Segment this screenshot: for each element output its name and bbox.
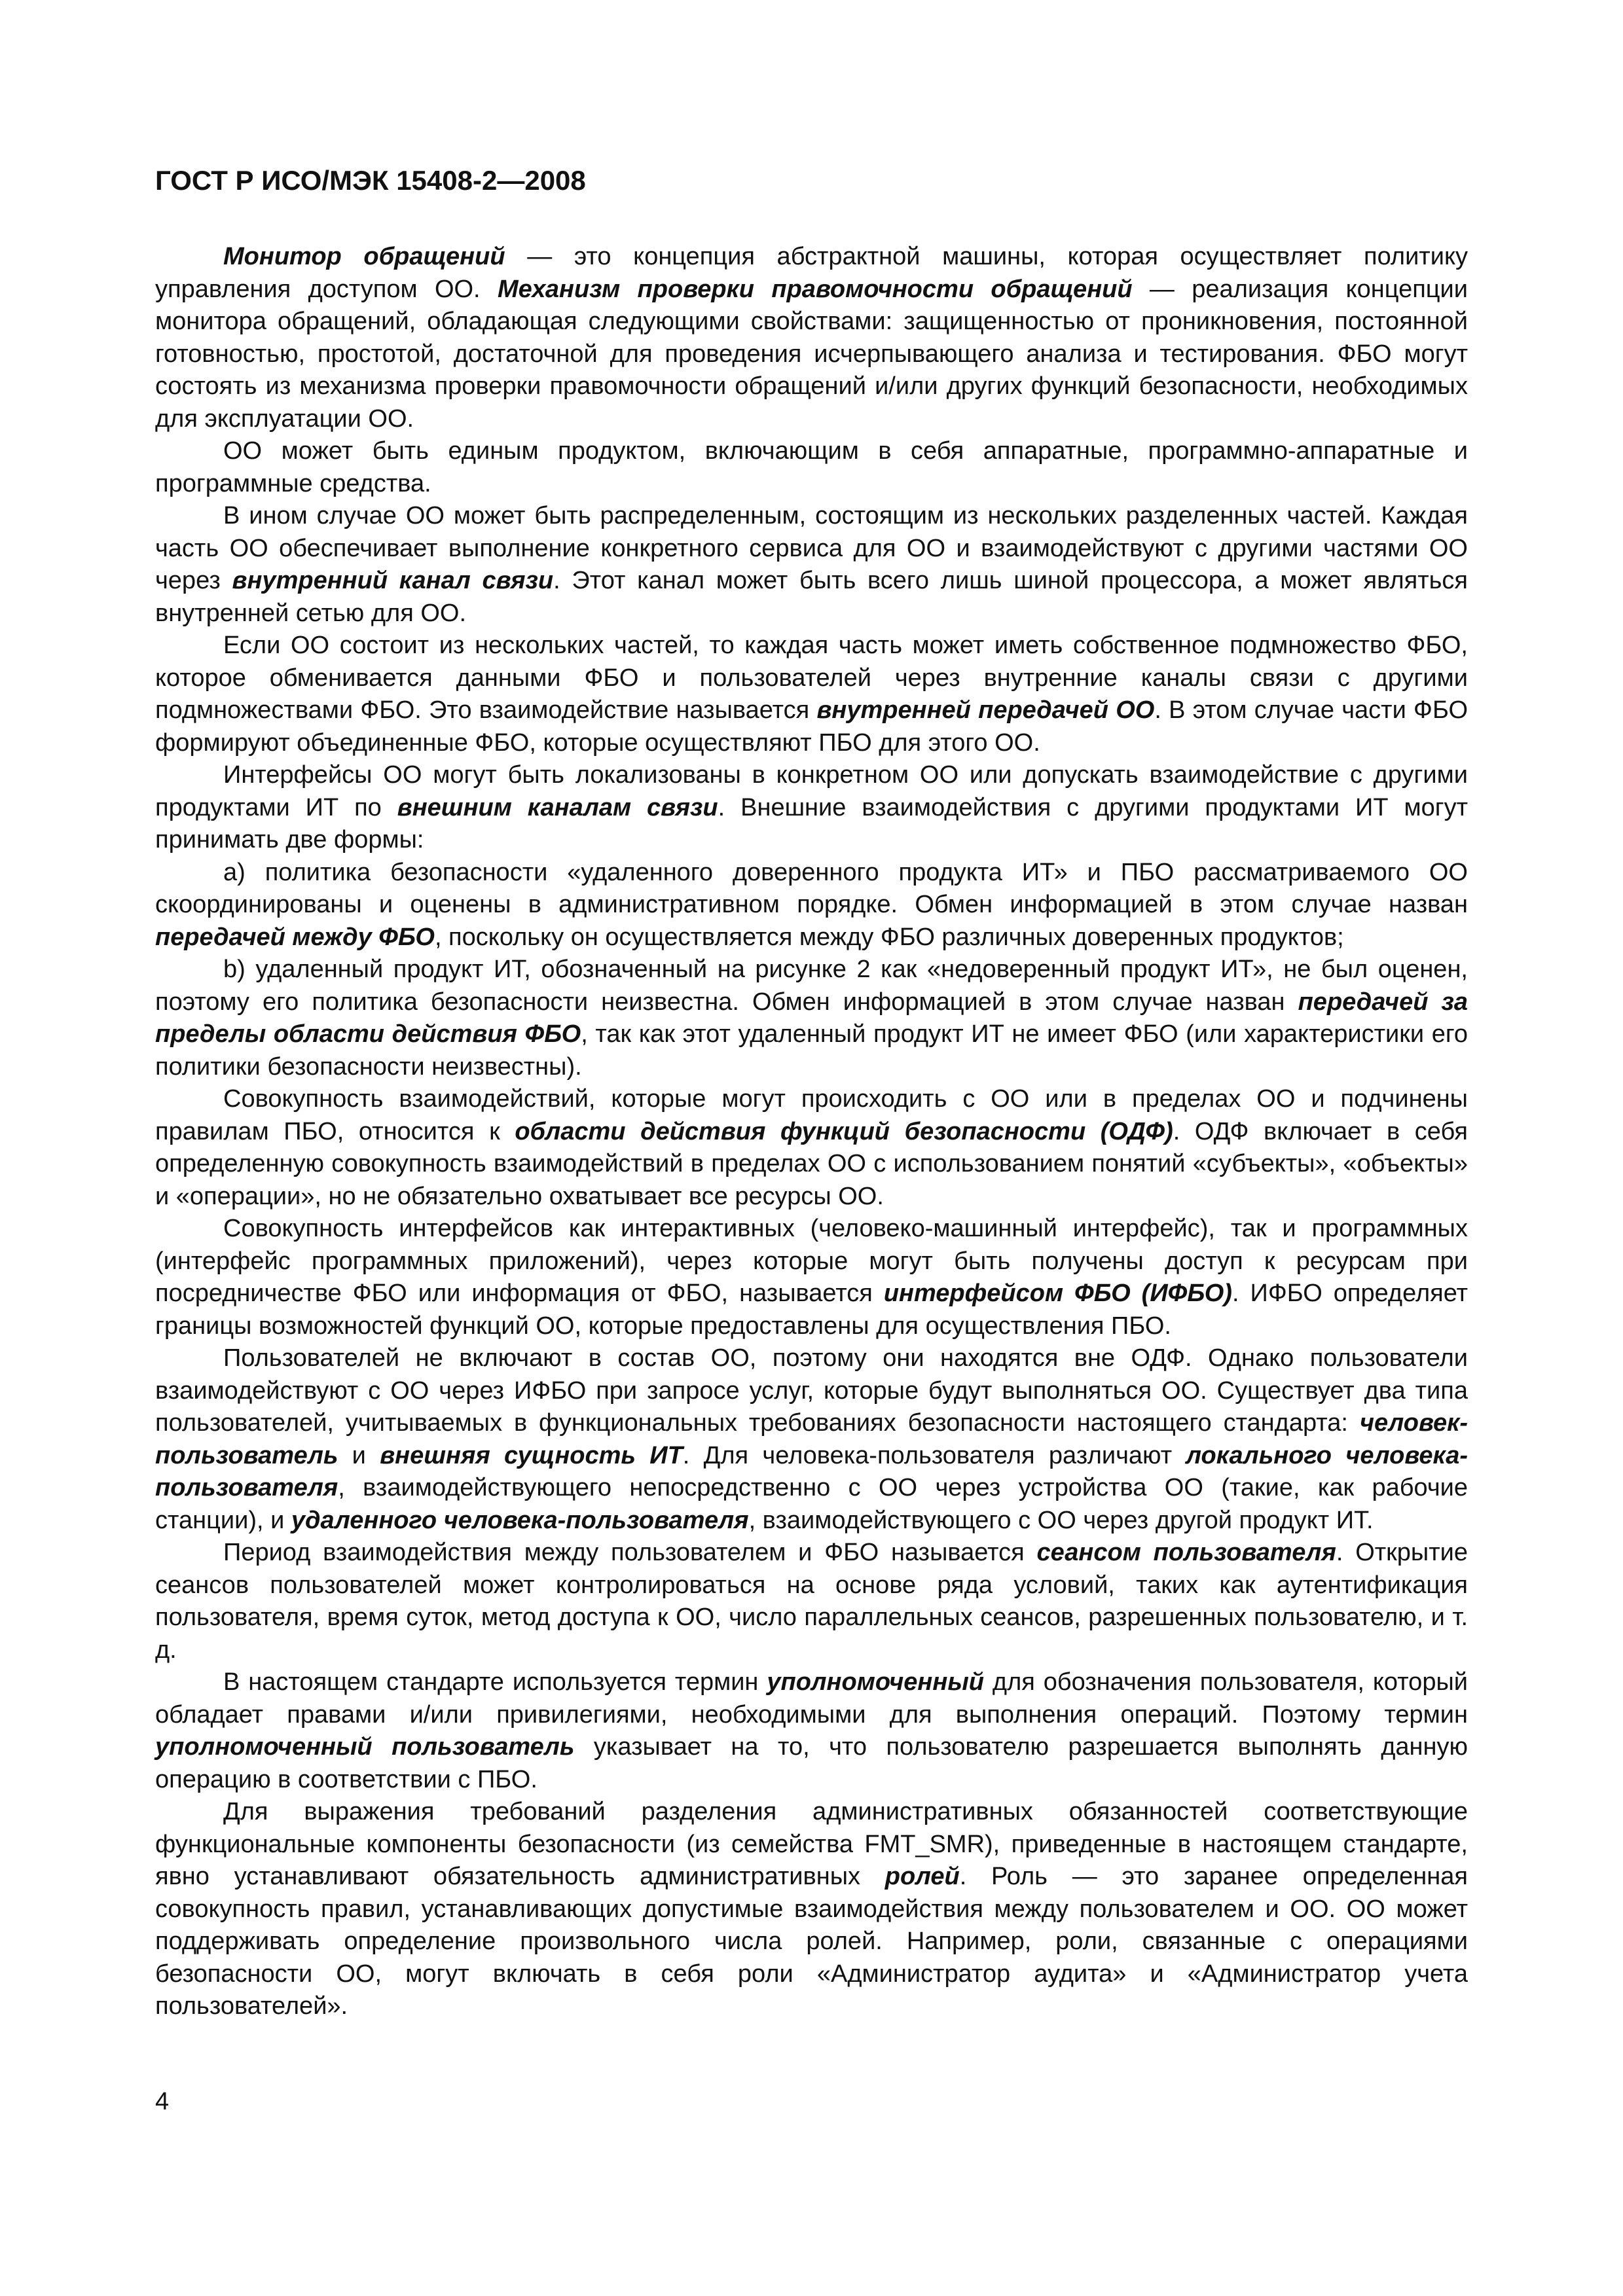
text-run: b) удаленный продукт ИТ, обозначенный на рисунке 2 как «недоверенный продукт ИТ», не был оценен, поэтому его политика безопасности неизвестна. Обмен информацией в этом случае назван — [155, 956, 1468, 1016]
text-run: — реализация концепции монитора обращений, обладающая следующими свойствами: защищенностью от проникновения, постоянной готовностью, простотой, достаточной для проведения исчерпывающего анализа и тестирования. ФБО могут состоять из механизма проверки правомочности обращений и/или других функций безопасности, необходимых для эксплуатации ОО. — [155, 275, 1468, 433]
text-run: . ОДФ включает в себя определенную совокупность взаимодействий в пределах ОО с использованием понятий «субъекты», «объекты» и «операции», но не обязательно охватывает все ресурсы ОО. — [155, 1117, 1468, 1210]
term: передачей между ФБО — [155, 923, 435, 951]
text-run: Совокупность взаимодействий, которые могут происходить с ОО или в пределах ОО и подчинены правилам ПБО, относится к — [155, 1085, 1468, 1145]
text-run: . Этот канал может быть всего лишь шиной процессора, а может являться внутренней сетью для ОО. — [155, 567, 1468, 627]
text-run: , поскольку он осуществляется между ФБО различных доверенных продуктов; — [434, 923, 1344, 951]
paragraph-p11 — [155, 1537, 1468, 1666]
text-run: . В этом случае части ФБО формируют объединенные ФБО, которые осуществляют ПБО для этого ОО. — [155, 696, 1468, 757]
text-run: и — [338, 1441, 380, 1469]
term: локального человека-пользователя — [155, 1441, 1468, 1501]
term: внутренний канал связи — [232, 567, 554, 594]
term: интерфейсом ФБО (ИФБО) — [883, 1280, 1232, 1307]
term: сеансом пользователя — [1036, 1539, 1336, 1566]
text-run: В ином случае ОО может быть распределенным, состоящим из нескольких разделенных частей. Каждая часть ОО обеспечивает выполнение конкретного сервиса для ОО и взаимодействуют с другими частями ОО через — [155, 502, 1468, 594]
body-text — [155, 241, 1468, 2023]
term: области действия функций безопасности (ОДФ) — [515, 1117, 1173, 1145]
text-run: указывает на то, что пользователю разрешается выполнять данную операцию в соответствии с ПБО. — [155, 1733, 1468, 1793]
term: ролей — [884, 1863, 960, 1890]
text-run: Пользователей не включают в состав ОО, поэтому они находятся вне ОДФ. Однако пользователи взаимодействуют с ОО через ИФБО при запросе услуг, которые будут выполняться ОО. Существует два типа пользователей, учитываемых в функциональных требованиях безопасности настоящего стандарта: — [155, 1344, 1468, 1437]
term: удаленного человека-пользователя — [291, 1506, 749, 1534]
paragraph-p4 — [155, 630, 1468, 759]
text-run: Совокупность интерфейсов как интерактивных (человеко-машинный интерфейс), так и программных (интерфейс программных приложений), через которые могут быть получены доступ к ресурсам при посредничестве ФБО или информация от ФБО, называется — [155, 1215, 1468, 1307]
text-run: , взаимодействующего с ОО через другой продукт ИТ. — [748, 1506, 1374, 1534]
text-run: . Открытие сеансов пользователей может контролироваться на основе ряда условий, таких как аутентификация пользователя, время суток, метод доступа к ОО, число параллельных сеансов, разрешенных пользователю, и т. д. — [155, 1539, 1468, 1664]
paragraph-p7 — [155, 954, 1468, 1083]
paragraph-p13 — [155, 1796, 1468, 2023]
text-run: , взаимодействующего непосредственно с ОО через устройства ОО (такие, как рабочие станции), и — [155, 1474, 1468, 1534]
term: человек-пользователь — [155, 1409, 1468, 1469]
paragraph-p6 — [155, 857, 1468, 954]
paragraph-p12 — [155, 1666, 1468, 1796]
text-run: a) политика безопасности «удаленного доверенного продукта ИТ» и ПБО рассматриваемого ОО скоординированы и оценены в административном порядке. Обмен информацией в этом случае назван — [155, 858, 1468, 918]
term: уполномоченный пользователь — [155, 1733, 575, 1761]
paragraph-p3 — [155, 500, 1468, 630]
text-run: В настоящем стандарте используется термин — [223, 1668, 767, 1696]
text-run: . Внешние взаимодействия с другими продуктами ИТ могут принимать две формы: — [155, 793, 1468, 853]
text-run: . Для человека-пользователя различают — [682, 1441, 1186, 1469]
text-run: — это концепция абстрактной машины, которая осуществляет политику управления доступом ОО. — [155, 243, 1468, 303]
term: внешним каналам связи — [397, 793, 718, 821]
text-run: . Роль — это заранее определенная совокупность правил, устанавливающих допустимые взаимодействия между пользователем и ОО. ОО может поддерживать определение произвольного числа ролей. Например, роли, связанные с операциями безопасности ОО, могут включать в себя роли «Администратор аудита» и «Администратор учета пользователей». — [155, 1863, 1468, 2020]
paragraph-p1 — [155, 241, 1468, 435]
paragraph-p10 — [155, 1342, 1468, 1537]
paragraph-p2 — [155, 435, 1468, 500]
text-run: ОО может быть единым продуктом, включающим в себя аппаратные, программно-аппаратные и программные средства. — [155, 437, 1468, 497]
text-run: , так как этот удаленный продукт ИТ не имеет ФБО (или характеристики его политики безопасности неизвестны). — [155, 1020, 1468, 1081]
paragraph-p8 — [155, 1083, 1468, 1213]
text-run: Период взаимодействия между пользователем и ФБО называется — [223, 1539, 1037, 1566]
term: Монитор обращений — [223, 243, 505, 270]
text-run: Если ОО состоит из нескольких частей, то каждая часть может иметь собственное подмножество ФБО, которое обменивается данными ФБО и пользователей через внутренние каналы связи с другими подмножествами ФБО. Это взаимодействие называется — [155, 632, 1468, 724]
term: внутренней передачей ОО — [816, 696, 1155, 724]
page-number: 4 — [155, 2088, 170, 2115]
term: уполномоченный — [767, 1668, 984, 1696]
term: передачей за пределы области действия ФБО — [155, 988, 1468, 1048]
text-run: Интерфейсы ОО могут быть локализованы в конкретном ОО или допускать взаимодействие с другими продуктами ИТ по — [155, 761, 1468, 821]
paragraph-p5 — [155, 759, 1468, 857]
paragraph-p9 — [155, 1213, 1468, 1342]
text-run: Для выражения требований разделения административных обязанностей соответствующие функциональные компоненты безопасности (из семейства FMT_SMR), приведенные в настоящем стандарте, явно устанавливают обязательность административных — [155, 1798, 1468, 1890]
standard-header: ГОСТ Р ИСО/МЭК 15408-2—2008 — [155, 165, 586, 196]
term: внешняя сущность ИТ — [380, 1441, 683, 1469]
text-run: . ИФБО определяет границы возможностей функций ОО, которые предоставлены для осуществления ПБО. — [155, 1280, 1468, 1340]
text-run: для обозначения пользователя, который обладает правами и/или привилегиями, необходимыми для выполнения операций. Поэтому термин — [155, 1668, 1468, 1729]
term: Механизм проверки правомочности обращений — [497, 275, 1133, 303]
